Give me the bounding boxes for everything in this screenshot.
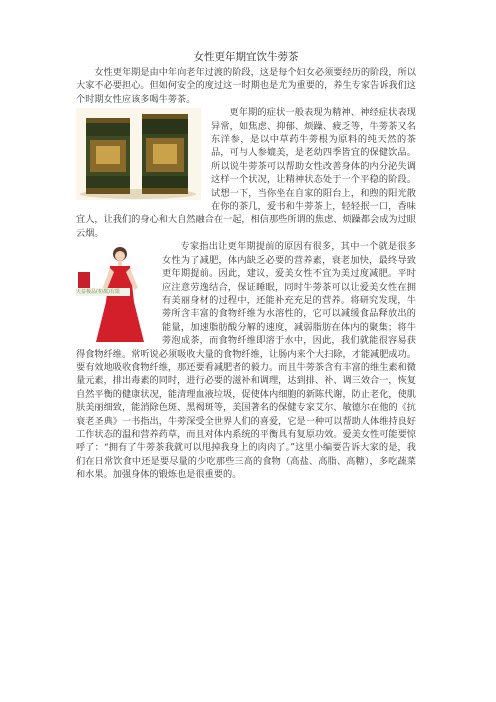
woman-red-dress-image: [74, 242, 158, 344]
article: [76, 50, 416, 482]
paragraph-intro: 女性更年期是由中年向老年过渡的阶段，这是每个妇女必须要经历的阶段，所以大家不必要担心。但如何安全的度过这一时期也是尤为重要的，养生专家告诉我们这个时期女性应该多喝牛蒡茶。: [76, 67, 416, 105]
paragraph-symptoms: 更年期的症状一般表现为精神、神经症状表现异常，如焦虑、抑郁、烦躁、疲乏等，牛蒡茶又名东洋参，是以中草药牛蒡根为原料的纯天然的茶品，可与人参媲美，是老幼四季皆宜的保健饮品。所以说牛蒡茶可以帮助女性改善身体的内分泌失调这样一个状况，让精神状态处于一个平稳的阶段。试想一下，当你坐在自家的阳台上，和煦的阳光散在你的茶几，爱书和牛蒡茶上，轻轻抿一口，香味宜人，让我们的身心和大自然融合在一起，相信那些所谓的焦虑、烦躁都会成为过眼云烟。: [76, 107, 416, 239]
paragraph-expert: 专家指出让更年期提前的原因有很多，其中一个就是很多女性为了减肥，体内缺乏必要的营养素，衰老加快，最终导致更年期提前。因此，建议，爱美女性不宜为美过度减肥。平时应注意劳逸结合，保证睡眠，同时牛蒡茶可以让爱美女性在拥有美丽身材的过程中，还能补充充足的营养。将研究发现，牛蒡所含丰富的食物纤维为水溶性的，它可以减缓食品释放出的能量，加速脂肪酸分解的速度，减弱脂肪在体内的聚集；将牛蒡泡成茶，而食物纤维即溶于水中，因此，我们就能很容易获得食物纤维。常听说必须吸收大量的食物纤维，让肠内来个大扫除，才能减肥成功。 要有效地吸收食物纤维，那还要看减肥者的毅力。而且牛蒡茶含有丰富的维生素和微量元素，排出毒素的同时，进行必要的滋补和调理，达到排、补、调三效合一，恢复自然平衡的健康状况，能清理血液垃圾，促使体内细胞的新陈代谢，防止老化，使肌肤美丽细致，能消除色斑、黑褐斑等，美国著名的保健专家艾尔、敏德尔在他的《抗衰老圣典》一书指出，牛蒡深受全世界人们的喜爱，它是一种可以帮助人体维持良好工作状态的温和营养药草，而且对体内系统的平衡具有复原功效。爱美女性可能要惊呼了：“拥有了牛蒡茶我就可以甩掉我身上的肉肉了。”这里小编要告诉大家的是，我们在日常饮食中还是要尽量的少吃那些三高的食物（高盐、高脂、高糖），多吃蔬菜和水果。加强身体的锻炼也是很重要的。: [76, 241, 416, 481]
tea-cans-illustration: [76, 108, 201, 200]
tea-can-right: [142, 114, 188, 194]
brand-logo: 天益极品(桓都)有限: [76, 288, 130, 296]
woman-figure: [74, 242, 158, 344]
tea-cans-image: [76, 108, 201, 200]
article-title: 女性更年期宜饮牛蒡茶: [193, 51, 299, 63]
tea-can-left: [86, 118, 130, 194]
tea-product-figure: [76, 108, 201, 200]
